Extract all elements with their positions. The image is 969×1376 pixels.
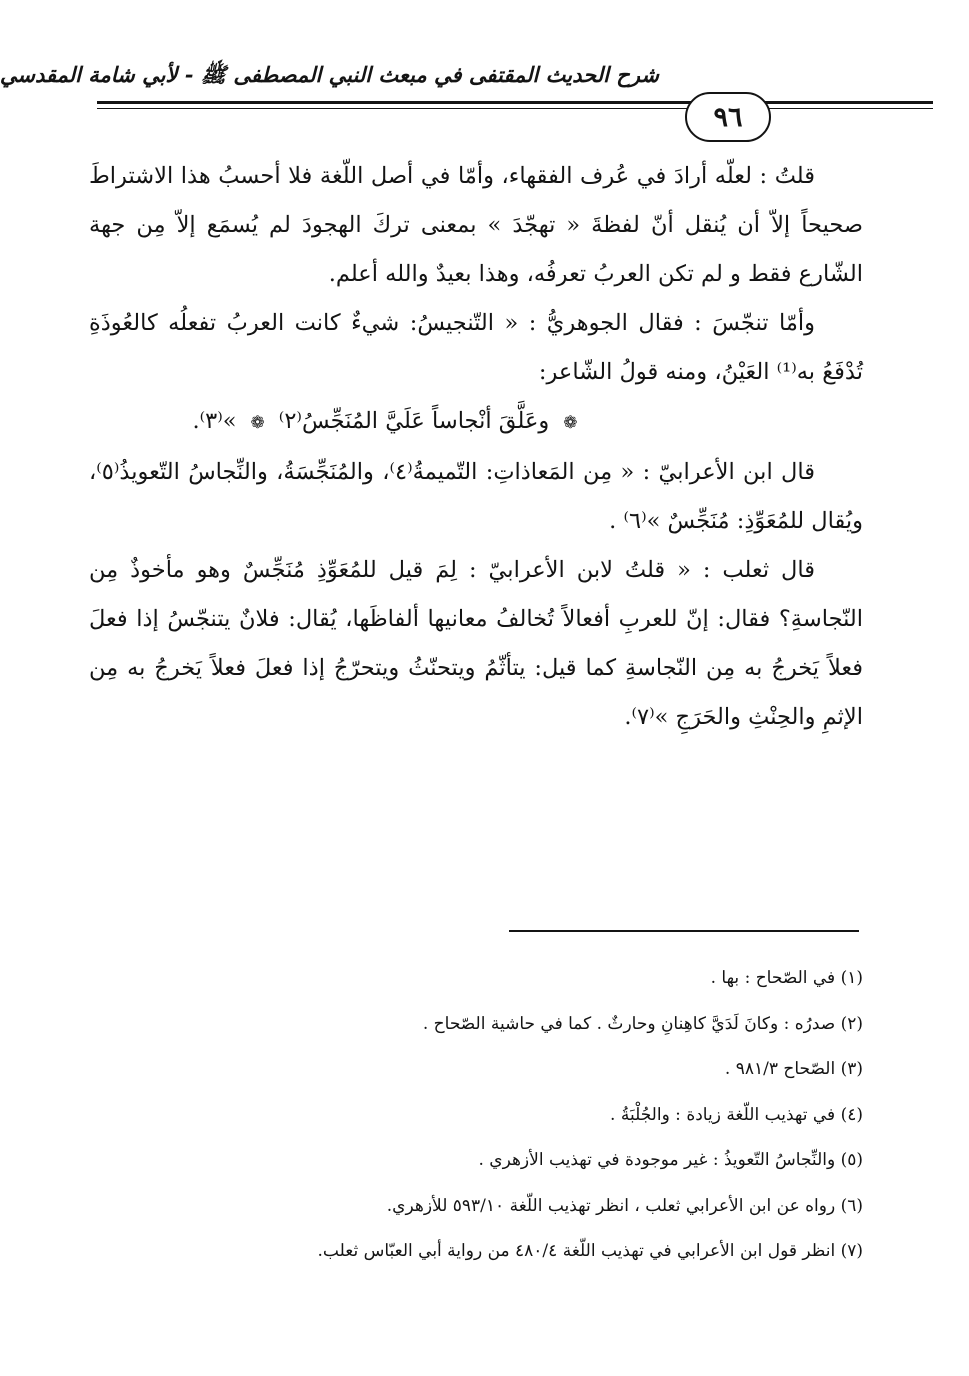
paragraph-2: وأمّا تنجّسَ : فقال الجوهريُّ : « التّنجيسُ: شيءٌ كانت العربُ تفعلُه كالعُوذَةِ تُدْفَعُ به⁽¹⁾ العَيْنُ، ومنه قولُ الشّاعر: — [89, 310, 863, 385]
paragraph-4: قال ثعلب : « قلتُ لابن الأعرابيّ : لِمَ قيل للمُعَوِّذِ مُنَجِّسٌ وهو مأخوذٌ مِن النّجاسةِ؟ فقال: إنّ للعربِ أفعالاً تُخالفُ معانيها ألفاظَها، يُقال: فلانٌ يتنجّسُ إذا فعلَ فعلاً يَخرجُ به مِن النّجاسةِ كما قيل: يتأثّمُ ويتحنّثُ ويتحرّجُ إذا فعلَ فعلاً يَخرجُ به مِن الإثمِ والحِنْثِ والحَرَجِ »⁽٧⁾. — [89, 557, 863, 730]
footnote-separator — [509, 930, 859, 932]
paragraph-1: قلتُ : لعلّه أرادَ في عُرف الفقهاء، وأمّا في أصل اللّغة فلا أحسبُ هذا الاشتراطَ صحيحاً إلاّ أن يُنقل أنّ لفظةَ « تهجّدَ » بمعنى تركَ الهجودَ لم يُسمَع إلاّ مِن جهة الشّارع فقط و لم تكن العربُ تعرفُه، وهذا بعيدٌ والله أعلم. — [89, 163, 863, 287]
footnote-1: (١) في الصّحاح : بها . — [710, 968, 863, 988]
verse-text: وعَلَّقَ أنْجاساً عَلَيَّ المُنَجِّسُ⁽٢⁾ — [278, 408, 550, 434]
footnote-6: (٦) رواه عن ابن الأعرابي ثعلب ، انظر تهذيب اللّغة ٥٩٣/١٠ للأزهري. — [386, 1195, 863, 1216]
header-rule-thin — [97, 108, 933, 109]
verse-ornament-right: ❁ — [563, 413, 578, 433]
footnote-3: (٣) الصّحاح ٩٨١/٣ . — [724, 1059, 863, 1079]
paragraph-3: قال ابن الأعرابيّ : « مِن المَعاذاتِ: التّميمةُ⁽٤⁾، والمُنَجِّسَةُ، والنِّجاسُ التّعويذُ⁽٥⁾، ويُقال للمُعَوِّذِ: مُنَجِّسٌ »⁽٦⁾ . — [89, 459, 863, 534]
footnote-2: (٢) صدرُه : وكانَ لَدَيَّ كاهِنانِ وحارثٌ . كما في حاشية الصّحاح . — [422, 1013, 863, 1034]
header-rule-thick — [97, 101, 933, 104]
verse-close: »⁽٣⁾. — [192, 408, 237, 434]
footnote-7: (٧) انظر قول ابن الأعرابي في تهذيب اللّغة ٤٨٠/٤ من رواية أبي العبّاس ثعلب. — [317, 1241, 863, 1261]
running-header-title: شرح الحديث المقتفى في مبعث النبي المصطفى ﷺ - لأبي شامة المقدسي — [0, 62, 659, 87]
page-number: ٩٦ — [685, 92, 771, 142]
footnote-5: (٥) والنِّجاسُ التّعويذُ : غير موجودة في تهذيب الأزهري . — [478, 1150, 863, 1170]
footnotes-list — [129, 956, 863, 1275]
main-text — [89, 152, 863, 742]
verse-line — [89, 397, 863, 448]
verse-ornament-left: ❁ — [250, 413, 265, 433]
footnote-4: (٤) في تهذيب اللّغة زيادة : والجُلْبَةُ . — [610, 1104, 863, 1125]
